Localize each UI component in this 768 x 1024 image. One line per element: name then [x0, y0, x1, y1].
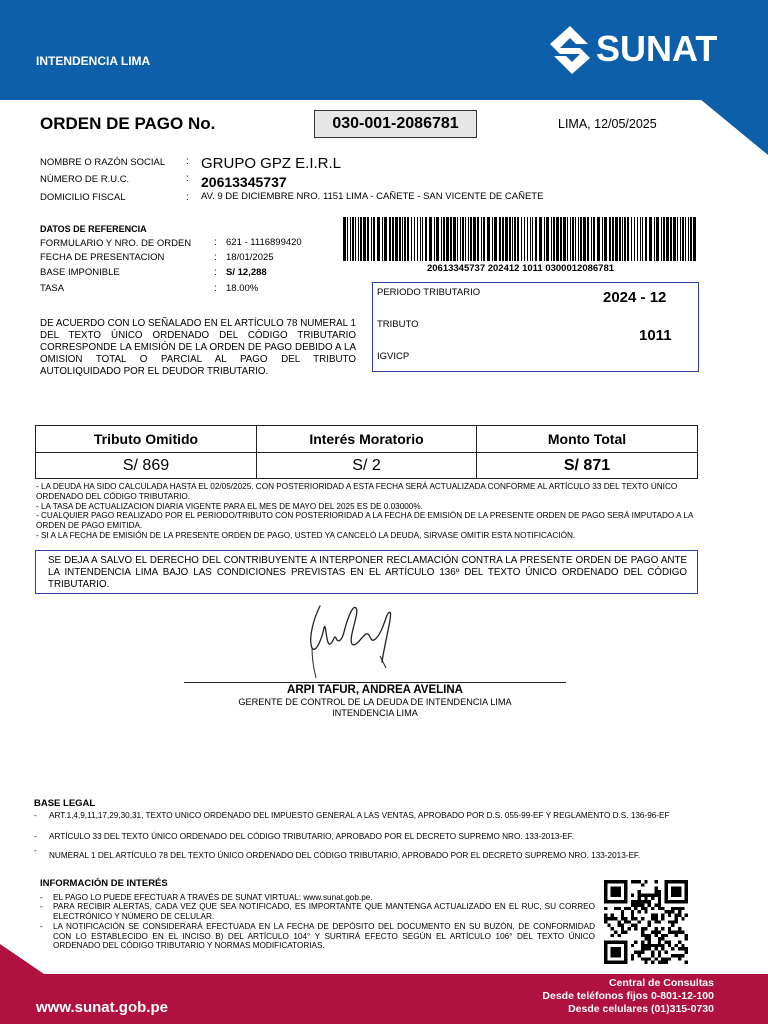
tax-label: TRIBUTO: [377, 319, 419, 330]
period-box: [372, 282, 699, 372]
contact-phone-mobile: Desde celulares (01)315-0730: [568, 1003, 714, 1015]
header-corner: [700, 99, 768, 155]
order-number: 030-001-2086781: [314, 110, 477, 138]
ruc-label: NÚMERO DE R.U.C.: [40, 174, 130, 185]
note-item: - LA TASA DE ACTUALIZACION DIARIA VIGENTE PARA EL MES DE MAYO DEL 2025 ES DE 0.03000%.: [36, 502, 423, 511]
taxpayer-name: GRUPO GPZ E.I.R.L: [201, 155, 342, 172]
address-label: DOMICILIO FISCAL: [40, 192, 126, 203]
colon: :: [214, 283, 217, 294]
barcode: [342, 217, 699, 261]
rate-label: TASA: [40, 283, 65, 294]
legal-base-item: - ART.1,4,9,11,17,29,30,31, TEXTO UNICO ORDENADO DEL IMPUESTO GENERAL A LAS VENTAS, APROBADO POR D.S. 055-99-EF Y REGLAMENTO D.S. 136-96-EF: [34, 811, 670, 820]
sunat-logo-text: SUNAT: [596, 28, 718, 69]
note-item: - LA DEUDA HA SIDO CALCULADA HASTA EL 02/05/2025. CON POSTERIORIDAD A ESTA FECHA SERÁ ACTUALIZADA CONFORME AL ARTÍCULO 33 DEL TEXTO ÚNICO ORDENADO DEL CÓDIGO TRIBUTARIO.: [36, 482, 678, 501]
sunat-logo: [548, 24, 738, 76]
colon: :: [214, 237, 217, 248]
barcode-number: 20613345737 202412 1011 0300012086781: [426, 263, 615, 274]
presentation-date-value: 18/01/2025: [226, 252, 274, 263]
interest-amount: S/ 2: [257, 453, 477, 479]
taxpayer-address: AV. 9 DE DICIEMBRE NRO. 1151 LIMA - CAÑETE - SAN VICENTE DE CAÑETE: [201, 191, 544, 202]
colon: :: [186, 173, 189, 184]
legal-base-item: - NUMERAL 1 DEL ARTÍCULO 78 DEL TEXTO ÚNICO ORDENADO DEL CÓDIGO TRIBUTARIO, APROBADO POR EL DECRETO SUPREMO NRO. 133-2013-EF.: [34, 846, 641, 860]
department-name: INTENDENCIA LIMA: [36, 54, 151, 68]
period-value: 2024 - 12: [603, 289, 667, 306]
signer-name: ARPI TAFUR, ANDREA AVELINA: [287, 684, 463, 696]
signature-line: [184, 682, 566, 683]
legal-paragraph: DE ACUERDO CON LO SEÑALADO EN EL ARTÍCULO 78 NUMERAL 1 DEL TEXTO ÚNICO ORDENADO DEL CÓDIGO TRIBUTARIO CORRESPONDE LA EMISIÓN DE LA ORDEN DE PAGO DEBIDO A LA OMISION TOTAL O PARCIAL AL PAGO DEL TRIBUTO AUTOLIQUIDADO POR EL DEUDOR TRIBUTARIO.: [40, 318, 356, 377]
contact-phone-fixed: Desde teléfonos fijos 0-801-12-100: [542, 990, 714, 1002]
legal-base-item: - ARTÍCULO 33 DEL TEXTO ÚNICO ORDENADO DEL CÓDIGO TRIBUTARIO, APROBADO POR EL DECRETO SUPREMO NRO. 133-2013-EF.: [34, 832, 575, 841]
taxpayer-ruc: 20613345737: [201, 174, 287, 190]
header-interest: Interés Moratorio: [257, 426, 477, 453]
header-omitted-tax: Tributo Omitido: [36, 426, 257, 453]
signature: [300, 598, 400, 680]
name-label: NOMBRE O RAZÓN SOCIAL: [40, 157, 166, 168]
tax-code: 1011: [639, 327, 672, 344]
signer-unit: INTENDENCIA LIMA: [332, 708, 418, 718]
interest-info-title: INFORMACIÓN DE INTERÉS: [40, 878, 168, 889]
form-value: 621 - 1116899420: [226, 237, 302, 248]
website-link[interactable]: www.sunat.gob.pe: [36, 999, 168, 1016]
total-amount: S/ 871: [563, 457, 611, 474]
signer-position: GERENTE DE CONTROL DE LA DEUDA DE INTENDENCIA LIMA: [238, 697, 512, 707]
header-total: Monto Total: [477, 426, 697, 453]
tax-name: IGVICP: [377, 351, 410, 362]
colon: :: [214, 267, 217, 278]
place-date: LIMA, 12/05/2025: [558, 117, 657, 131]
document-title: ORDEN DE PAGO No.: [40, 114, 216, 133]
legal-base-title: BASE LEGAL: [34, 798, 96, 809]
tax-base-label: BASE IMPONIBLE: [40, 267, 120, 278]
form-label: FORMULARIO Y NRO. DE ORDEN: [40, 238, 192, 249]
info-item: - LA NOTIFICACIÓN SE CONSIDERARÁ EFECTUADA EN LA FECHA DE DEPÓSITO DEL DOCUMENTO EN SU BUZÓN, DE CONFORMIDAD CON LO ESTABLECIDO EN EL INCISO B) DEL ARTÍCULO 104° Y SURTIRÁ EFECTO SEGÚN EL ARTÍCULO 106° DEL TEXTO ÚNICO ORDENADO DEL CÓDIGO TRIBUTARIO Y NORMAS MODIFICATORIAS.: [40, 922, 595, 950]
info-item: - EL PAGO LO PUEDE EFECTUAR A TRAVÉS DE SUNAT VIRTUAL: www.sunat.gob.pe.: [40, 893, 373, 902]
info-item: - PARA RECIBIR ALERTAS, CADA VEZ QUE SEA NOTIFICADO, ES IMPORTANTE QUE MANTENGA ACTUALIZADO EN EL RUC, SU CORREO ELECTRÓNICO Y NÚMERO DE CELULAR.: [40, 902, 595, 921]
rate-value: 18.00%: [226, 283, 259, 294]
sunat-logo-icon: [548, 24, 592, 76]
omitted-tax-amount: S/ 869: [36, 453, 257, 479]
note-item: - CUALQUIER PAGO REALIZADO POR EL PERIODO/TRIBUTO CON POSTERIORIDAD A LA FECHA DE EMISIÓN DE LA PRESENTE ORDEN DE PAGO SERÁ IMPUTADO A LA ORDEN DE PAGO EMITIDA.: [36, 511, 693, 530]
rights-notice: SE DEJA A SALVO EL DERECHO DEL CONTRIBUYENTE A INTERPONER RECLAMACIÓN CONTRA LA PRESENTE ORDEN DE PAGO ANTE LA INTENDENCIA LIMA BAJO LAS CONDICIONES PREVISTAS EN EL ARTÍCULO 136º DEL TEXTO ÚNICO ORDENADO DEL CÓDIGO TRIBUTARIO.: [35, 550, 698, 594]
period-label: PERIODO TRIBUTARIO: [377, 287, 481, 298]
presentation-date-label: FECHA DE PRESENTACION: [40, 252, 165, 263]
reference-title: DATOS DE REFERENCIA: [40, 224, 147, 234]
colon: :: [214, 252, 217, 263]
tax-base-value: S/ 12,288: [226, 267, 267, 278]
amount-table: [35, 425, 698, 479]
colon: :: [186, 156, 189, 167]
contact-title: Central de Consultas: [608, 977, 714, 989]
colon: :: [186, 192, 189, 203]
note-item: - SI A LA FECHA DE EMISIÓN DE LA PRESENTE ORDEN DE PAGO, USTED YA CANCELÓ LA DEUDA, SIRVASE OMITIR ESTA NOTIFICACIÓN.: [36, 531, 576, 540]
